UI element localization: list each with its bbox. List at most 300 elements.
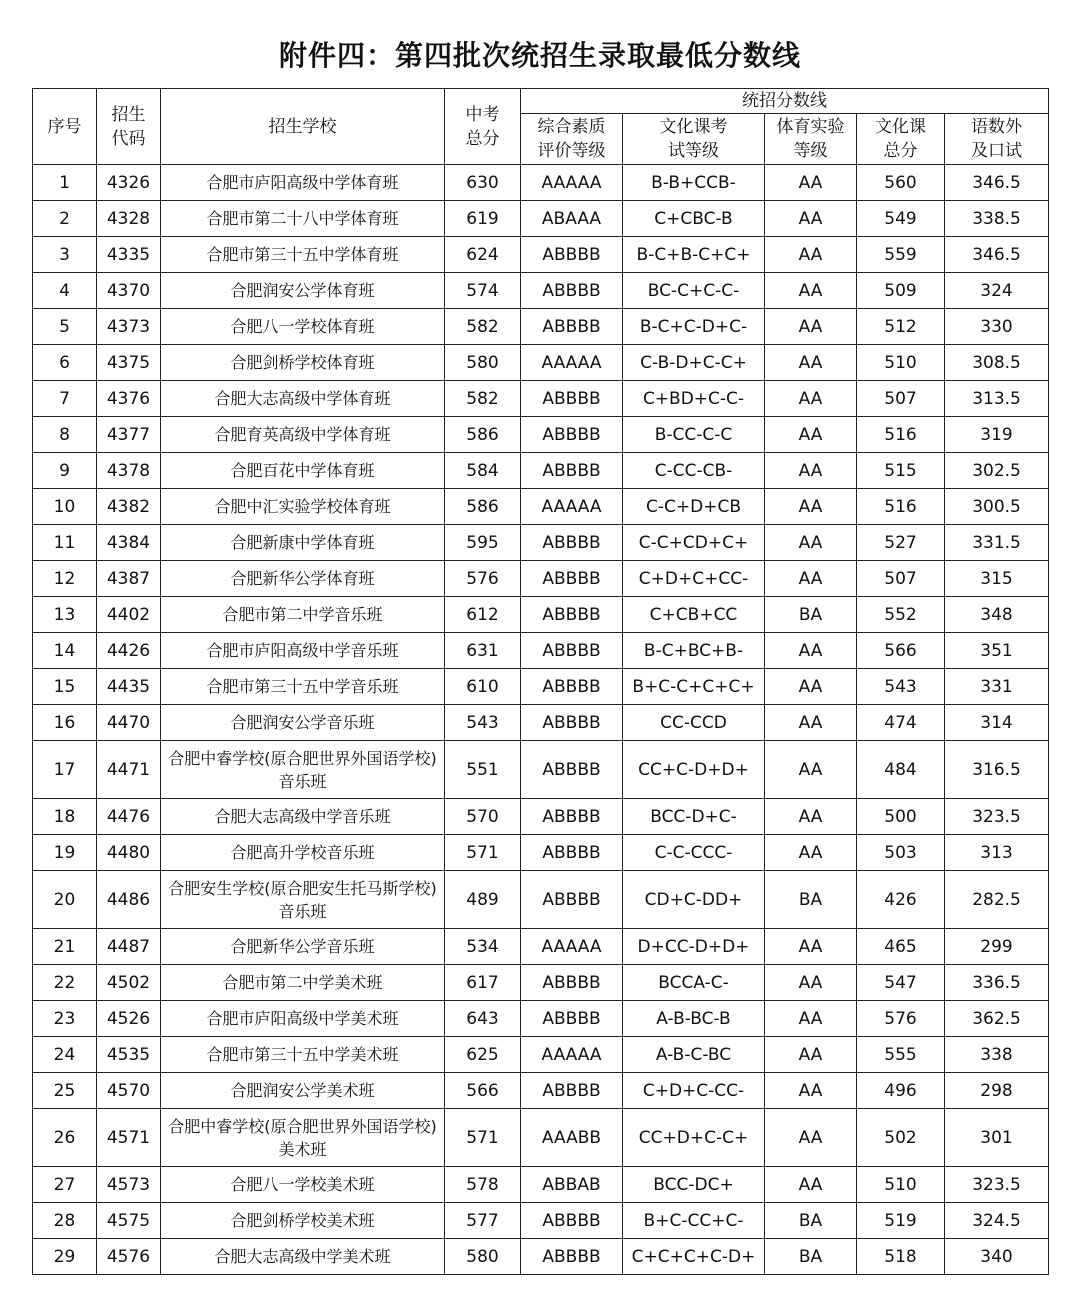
cell-comp: ABBBB xyxy=(521,669,623,705)
cell-pe: AA xyxy=(765,273,857,309)
cell-school: 合肥大志高级中学音乐班 xyxy=(161,799,445,835)
cell-total: 619 xyxy=(445,201,521,237)
cell-code: 4326 xyxy=(97,165,161,201)
cell-culture-total: 484 xyxy=(857,741,945,799)
cell-culture: C-C-CCC- xyxy=(623,835,765,871)
cell-total: 610 xyxy=(445,669,521,705)
cell-code: 4328 xyxy=(97,201,161,237)
cell-comp: AAAAA xyxy=(521,929,623,965)
cell-pe: AA xyxy=(765,201,857,237)
table-row xyxy=(33,561,1049,597)
cell-culture: C-B-D+C-C+ xyxy=(623,345,765,381)
cell-culture: C-C+D+CB xyxy=(623,489,765,525)
table-row xyxy=(33,871,1049,929)
cell-lang: 313 xyxy=(945,835,1049,871)
cell-comp: ABBBB xyxy=(521,1203,623,1239)
cell-comp: ABBBB xyxy=(521,965,623,1001)
cell-lang: 324 xyxy=(945,273,1049,309)
cell-culture-total: 566 xyxy=(857,633,945,669)
table-row xyxy=(33,417,1049,453)
cell-code: 4573 xyxy=(97,1167,161,1203)
cell-pe: AA xyxy=(765,1073,857,1109)
cell-comp: ABBBB xyxy=(521,417,623,453)
cell-total: 582 xyxy=(445,381,521,417)
cell-lang: 315 xyxy=(945,561,1049,597)
cell-total: 571 xyxy=(445,835,521,871)
cell-comp: ABBBB xyxy=(521,561,623,597)
cell-culture: A-B-BC-B xyxy=(623,1001,765,1037)
cell-total: 582 xyxy=(445,309,521,345)
cell-comp: AAAAA xyxy=(521,345,623,381)
cell-school: 合肥市庐阳高级中学美术班 xyxy=(161,1001,445,1037)
cell-seq: 15 xyxy=(33,669,97,705)
cell-pe: AA xyxy=(765,965,857,1001)
cell-comp: AAAAA xyxy=(521,1037,623,1073)
cell-total: 489 xyxy=(445,871,521,929)
cell-pe: AA xyxy=(765,165,857,201)
cell-total: 631 xyxy=(445,633,521,669)
cell-lang: 348 xyxy=(945,597,1049,633)
cell-culture-total: 518 xyxy=(857,1239,945,1275)
cell-seq: 5 xyxy=(33,309,97,345)
cell-total: 574 xyxy=(445,273,521,309)
cell-comp: ABAAA xyxy=(521,201,623,237)
cell-culture: C+CB+CC xyxy=(623,597,765,633)
cell-total: 534 xyxy=(445,929,521,965)
cell-code: 4570 xyxy=(97,1073,161,1109)
cell-culture-total: 560 xyxy=(857,165,945,201)
cell-school: 合肥大志高级中学体育班 xyxy=(161,381,445,417)
cell-lang: 340 xyxy=(945,1239,1049,1275)
cell-code: 4576 xyxy=(97,1239,161,1275)
cell-lang: 319 xyxy=(945,417,1049,453)
cell-comp: ABBBB xyxy=(521,799,623,835)
cell-lang: 362.5 xyxy=(945,1001,1049,1037)
cell-lang: 324.5 xyxy=(945,1203,1049,1239)
cell-comp: ABBAB xyxy=(521,1167,623,1203)
cell-culture-total: 510 xyxy=(857,1167,945,1203)
header-culture-total xyxy=(857,114,945,165)
cell-pe: BA xyxy=(765,597,857,633)
cell-comp: ABBBB xyxy=(521,741,623,799)
cell-seq: 27 xyxy=(33,1167,97,1203)
cell-code: 4471 xyxy=(97,741,161,799)
table-row xyxy=(33,1239,1049,1275)
cell-code: 4571 xyxy=(97,1109,161,1167)
cell-lang: 331.5 xyxy=(945,525,1049,561)
table-row xyxy=(33,165,1049,201)
cell-culture: CC-CCD xyxy=(623,705,765,741)
cell-comp: ABBBB xyxy=(521,1239,623,1275)
cell-code: 4502 xyxy=(97,965,161,1001)
cell-lang: 299 xyxy=(945,929,1049,965)
cell-culture-total: 576 xyxy=(857,1001,945,1037)
cell-total: 586 xyxy=(445,489,521,525)
cell-culture: C+BD+C-C- xyxy=(623,381,765,417)
cell-seq: 29 xyxy=(33,1239,97,1275)
cell-seq: 13 xyxy=(33,597,97,633)
cell-comp: ABBBB xyxy=(521,381,623,417)
table-row xyxy=(33,1001,1049,1037)
cell-culture: B-B+CCB- xyxy=(623,165,765,201)
table-row xyxy=(33,309,1049,345)
cell-seq: 26 xyxy=(33,1109,97,1167)
cell-school: 合肥中汇实验学校体育班 xyxy=(161,489,445,525)
cell-culture: B+C-CC+C- xyxy=(623,1203,765,1239)
cell-seq: 17 xyxy=(33,741,97,799)
cell-culture: C-CC-CB- xyxy=(623,453,765,489)
table-row xyxy=(33,201,1049,237)
table-row xyxy=(33,273,1049,309)
cell-total: 580 xyxy=(445,345,521,381)
header-pe xyxy=(765,114,857,165)
table-row xyxy=(33,525,1049,561)
table-row xyxy=(33,489,1049,525)
cell-school: 合肥新华公学音乐班 xyxy=(161,929,445,965)
cell-total: 566 xyxy=(445,1073,521,1109)
cell-comp: ABBBB xyxy=(521,705,623,741)
cell-culture-total: 515 xyxy=(857,453,945,489)
cell-culture: B-CC-C-C xyxy=(623,417,765,453)
cell-lang: 316.5 xyxy=(945,741,1049,799)
cell-pe: AA xyxy=(765,489,857,525)
header-pe-text: 体育实验等级 xyxy=(776,117,845,161)
cell-lang: 338 xyxy=(945,1037,1049,1073)
cell-pe: AA xyxy=(765,705,857,741)
cell-seq: 7 xyxy=(33,381,97,417)
cell-total: 586 xyxy=(445,417,521,453)
cell-culture: BC-C+C-C- xyxy=(623,273,765,309)
cell-culture-total: 512 xyxy=(857,309,945,345)
cell-pe: AA xyxy=(765,633,857,669)
cell-school: 合肥八一学校美术班 xyxy=(161,1167,445,1203)
cell-lang: 298 xyxy=(945,1073,1049,1109)
cell-culture: C+C+C+C-D+ xyxy=(623,1239,765,1275)
cell-pe: AA xyxy=(765,525,857,561)
table-row xyxy=(33,597,1049,633)
cell-code: 4480 xyxy=(97,835,161,871)
table-row xyxy=(33,1073,1049,1109)
cell-comp: AAABB xyxy=(521,1109,623,1167)
cell-total: 624 xyxy=(445,237,521,273)
cell-pe: AA xyxy=(765,1167,857,1203)
cell-pe: AA xyxy=(765,309,857,345)
table-row xyxy=(33,381,1049,417)
cell-total: 578 xyxy=(445,1167,521,1203)
cell-pe: AA xyxy=(765,741,857,799)
cell-culture-total: 496 xyxy=(857,1073,945,1109)
cell-code: 4387 xyxy=(97,561,161,597)
cell-seq: 12 xyxy=(33,561,97,597)
cell-school: 合肥市第二中学美术班 xyxy=(161,965,445,1001)
cell-lang: 300.5 xyxy=(945,489,1049,525)
cell-culture: B-C+C-D+C- xyxy=(623,309,765,345)
cell-culture-total: 510 xyxy=(857,345,945,381)
table-row xyxy=(33,741,1049,799)
cell-school: 合肥中睿学校(原合肥世界外国语学校)音乐班 xyxy=(161,741,445,799)
table-header xyxy=(33,89,1049,165)
cell-code: 4376 xyxy=(97,381,161,417)
cell-total: 551 xyxy=(445,741,521,799)
cell-total: 577 xyxy=(445,1203,521,1239)
cell-code: 4486 xyxy=(97,871,161,929)
cell-total: 571 xyxy=(445,1109,521,1167)
cell-pe: AA xyxy=(765,561,857,597)
cell-seq: 28 xyxy=(33,1203,97,1239)
cell-school: 合肥百花中学体育班 xyxy=(161,453,445,489)
cell-pe: AA xyxy=(765,417,857,453)
cell-culture: CC+D+C-C+ xyxy=(623,1109,765,1167)
header-group: 统招分数线 xyxy=(521,89,1049,114)
cell-culture: C+CBC-B xyxy=(623,201,765,237)
cell-pe: BA xyxy=(765,1203,857,1239)
cell-pe: AA xyxy=(765,669,857,705)
cell-school: 合肥剑桥学校美术班 xyxy=(161,1203,445,1239)
cell-culture: C+D+C-CC- xyxy=(623,1073,765,1109)
header-lang-text: 语数外及口试 xyxy=(971,117,1023,161)
cell-culture: BCC-DC+ xyxy=(623,1167,765,1203)
cell-lang: 346.5 xyxy=(945,165,1049,201)
admission-score-table xyxy=(32,88,1049,1275)
cell-total: 625 xyxy=(445,1037,521,1073)
cell-culture-total: 516 xyxy=(857,489,945,525)
table-row xyxy=(33,929,1049,965)
cell-comp: ABBBB xyxy=(521,871,623,929)
cell-seq: 18 xyxy=(33,799,97,835)
cell-seq: 1 xyxy=(33,165,97,201)
cell-school: 合肥市庐阳高级中学体育班 xyxy=(161,165,445,201)
cell-total: 570 xyxy=(445,799,521,835)
cell-school: 合肥市第二中学音乐班 xyxy=(161,597,445,633)
cell-pe: AA xyxy=(765,1037,857,1073)
table-row xyxy=(33,633,1049,669)
cell-pe: AA xyxy=(765,1001,857,1037)
cell-pe: AA xyxy=(765,345,857,381)
cell-school: 合肥安生学校(原合肥安生托马斯学校)音乐班 xyxy=(161,871,445,929)
cell-culture: BCC-D+C- xyxy=(623,799,765,835)
cell-culture-total: 555 xyxy=(857,1037,945,1073)
cell-culture: D+CC-D+D+ xyxy=(623,929,765,965)
table-row xyxy=(33,705,1049,741)
cell-seq: 20 xyxy=(33,871,97,929)
cell-culture: CC+C-D+D+ xyxy=(623,741,765,799)
cell-lang: 346.5 xyxy=(945,237,1049,273)
cell-lang: 313.5 xyxy=(945,381,1049,417)
cell-code: 4402 xyxy=(97,597,161,633)
cell-school: 合肥市庐阳高级中学音乐班 xyxy=(161,633,445,669)
cell-school: 合肥市第三十五中学音乐班 xyxy=(161,669,445,705)
cell-code: 4375 xyxy=(97,345,161,381)
cell-total: 612 xyxy=(445,597,521,633)
cell-code: 4435 xyxy=(97,669,161,705)
header-comp-text: 综合素质评价等级 xyxy=(537,117,606,161)
cell-comp: ABBBB xyxy=(521,453,623,489)
table-row xyxy=(33,1037,1049,1073)
cell-culture-total: 507 xyxy=(857,381,945,417)
cell-code: 4470 xyxy=(97,705,161,741)
cell-culture-total: 559 xyxy=(857,237,945,273)
cell-culture-total: 502 xyxy=(857,1109,945,1167)
cell-pe: AA xyxy=(765,835,857,871)
table-row xyxy=(33,345,1049,381)
cell-lang: 331 xyxy=(945,669,1049,705)
cell-total: 595 xyxy=(445,525,521,561)
cell-school: 合肥市第三十五中学体育班 xyxy=(161,237,445,273)
cell-seq: 14 xyxy=(33,633,97,669)
cell-total: 643 xyxy=(445,1001,521,1037)
cell-seq: 19 xyxy=(33,835,97,871)
cell-seq: 21 xyxy=(33,929,97,965)
cell-lang: 351 xyxy=(945,633,1049,669)
header-school: 招生学校 xyxy=(161,89,445,165)
cell-seq: 9 xyxy=(33,453,97,489)
cell-seq: 3 xyxy=(33,237,97,273)
cell-lang: 330 xyxy=(945,309,1049,345)
table-row xyxy=(33,1109,1049,1167)
cell-code: 4378 xyxy=(97,453,161,489)
cell-culture-total: 507 xyxy=(857,561,945,597)
header-code-text: 招生代码 xyxy=(111,104,146,149)
cell-culture-total: 527 xyxy=(857,525,945,561)
cell-school: 合肥新华公学体育班 xyxy=(161,561,445,597)
cell-culture-total: 543 xyxy=(857,669,945,705)
cell-code: 4373 xyxy=(97,309,161,345)
cell-lang: 338.5 xyxy=(945,201,1049,237)
table-row xyxy=(33,799,1049,835)
cell-comp: ABBBB xyxy=(521,525,623,561)
cell-code: 4384 xyxy=(97,525,161,561)
cell-total: 617 xyxy=(445,965,521,1001)
cell-school: 合肥市第二十八中学体育班 xyxy=(161,201,445,237)
cell-comp: AAAAA xyxy=(521,165,623,201)
cell-culture-total: 547 xyxy=(857,965,945,1001)
table-row xyxy=(33,835,1049,871)
cell-code: 4426 xyxy=(97,633,161,669)
cell-code: 4476 xyxy=(97,799,161,835)
header-code xyxy=(97,89,161,165)
cell-code: 4377 xyxy=(97,417,161,453)
cell-culture-total: 509 xyxy=(857,273,945,309)
cell-seq: 16 xyxy=(33,705,97,741)
cell-lang: 308.5 xyxy=(945,345,1049,381)
cell-pe: AA xyxy=(765,799,857,835)
cell-seq: 11 xyxy=(33,525,97,561)
header-comp xyxy=(521,114,623,165)
cell-school: 合肥中睿学校(原合肥世界外国语学校)美术班 xyxy=(161,1109,445,1167)
cell-culture: BCCA-C- xyxy=(623,965,765,1001)
cell-code: 4382 xyxy=(97,489,161,525)
cell-culture: C-C+CD+C+ xyxy=(623,525,765,561)
table-row xyxy=(33,1203,1049,1239)
cell-code: 4370 xyxy=(97,273,161,309)
cell-school: 合肥高升学校音乐班 xyxy=(161,835,445,871)
cell-culture-total: 552 xyxy=(857,597,945,633)
cell-total: 576 xyxy=(445,561,521,597)
header-total-text: 中考总分 xyxy=(465,104,500,149)
cell-seq: 2 xyxy=(33,201,97,237)
cell-comp: AAAAA xyxy=(521,489,623,525)
cell-pe: BA xyxy=(765,1239,857,1275)
header-lang xyxy=(945,114,1049,165)
cell-school: 合肥新康中学体育班 xyxy=(161,525,445,561)
cell-culture-total: 474 xyxy=(857,705,945,741)
header-culture-total-text: 文化课总分 xyxy=(874,117,926,161)
table-row xyxy=(33,669,1049,705)
cell-culture-total: 426 xyxy=(857,871,945,929)
cell-total: 630 xyxy=(445,165,521,201)
cell-culture-total: 465 xyxy=(857,929,945,965)
header-culture xyxy=(623,114,765,165)
cell-seq: 10 xyxy=(33,489,97,525)
cell-pe: AA xyxy=(765,453,857,489)
cell-culture-total: 500 xyxy=(857,799,945,835)
cell-school: 合肥润安公学音乐班 xyxy=(161,705,445,741)
cell-comp: ABBBB xyxy=(521,237,623,273)
cell-lang: 282.5 xyxy=(945,871,1049,929)
cell-pe: AA xyxy=(765,929,857,965)
cell-culture-total: 549 xyxy=(857,201,945,237)
cell-culture-total: 519 xyxy=(857,1203,945,1239)
cell-code: 4526 xyxy=(97,1001,161,1037)
cell-comp: ABBBB xyxy=(521,835,623,871)
cell-comp: ABBBB xyxy=(521,1001,623,1037)
cell-total: 580 xyxy=(445,1239,521,1275)
cell-seq: 4 xyxy=(33,273,97,309)
cell-culture-total: 516 xyxy=(857,417,945,453)
header-seq: 序号 xyxy=(33,89,97,165)
cell-total: 584 xyxy=(445,453,521,489)
cell-comp: ABBBB xyxy=(521,633,623,669)
cell-culture: A-B-C-BC xyxy=(623,1037,765,1073)
cell-culture: B-C+B-C+C+ xyxy=(623,237,765,273)
cell-seq: 22 xyxy=(33,965,97,1001)
table-body xyxy=(33,165,1049,1275)
cell-seq: 23 xyxy=(33,1001,97,1037)
table-row xyxy=(33,453,1049,489)
cell-lang: 314 xyxy=(945,705,1049,741)
cell-code: 4575 xyxy=(97,1203,161,1239)
table-row xyxy=(33,965,1049,1001)
cell-seq: 8 xyxy=(33,417,97,453)
cell-total: 543 xyxy=(445,705,521,741)
cell-seq: 24 xyxy=(33,1037,97,1073)
cell-pe: AA xyxy=(765,237,857,273)
cell-lang: 336.5 xyxy=(945,965,1049,1001)
header-culture-text: 文化课考试等级 xyxy=(659,117,728,161)
cell-pe: AA xyxy=(765,381,857,417)
header-total xyxy=(445,89,521,165)
cell-comp: ABBBB xyxy=(521,1073,623,1109)
cell-seq: 6 xyxy=(33,345,97,381)
cell-lang: 301 xyxy=(945,1109,1049,1167)
cell-pe: AA xyxy=(765,1109,857,1167)
cell-culture-total: 503 xyxy=(857,835,945,871)
cell-lang: 323.5 xyxy=(945,799,1049,835)
document-title: 附件四：第四批次统招生录取最低分数线 xyxy=(278,39,801,72)
cell-school: 合肥剑桥学校体育班 xyxy=(161,345,445,381)
cell-culture: C+D+C+CC- xyxy=(623,561,765,597)
cell-culture: B-C+BC+B- xyxy=(623,633,765,669)
table-row xyxy=(33,1167,1049,1203)
cell-school: 合肥润安公学美术班 xyxy=(161,1073,445,1109)
cell-school: 合肥大志高级中学美术班 xyxy=(161,1239,445,1275)
cell-comp: ABBBB xyxy=(521,273,623,309)
cell-school: 合肥市第三十五中学美术班 xyxy=(161,1037,445,1073)
cell-school: 合肥八一学校体育班 xyxy=(161,309,445,345)
cell-school: 合肥育英高级中学体育班 xyxy=(161,417,445,453)
cell-culture: B+C-C+C+C+ xyxy=(623,669,765,705)
cell-lang: 323.5 xyxy=(945,1167,1049,1203)
